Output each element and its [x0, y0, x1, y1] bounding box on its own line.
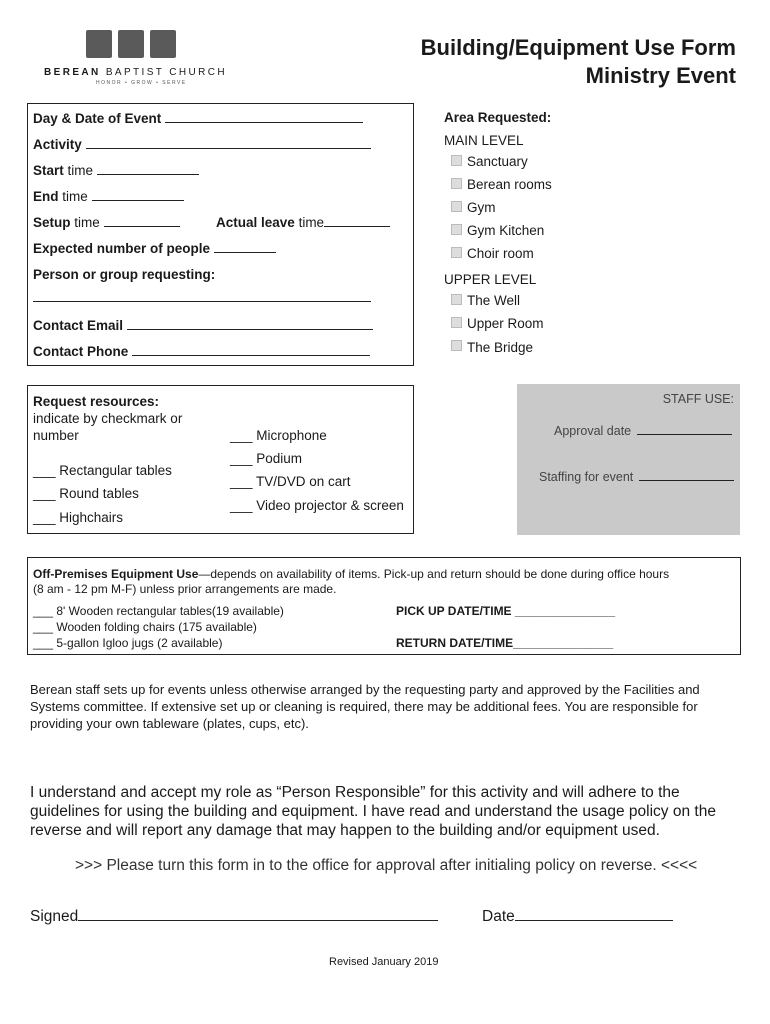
folding-chairs-item[interactable]: ___ Wooden folding chairs (175 available): [33, 620, 257, 634]
setup-policy-text: Berean staff sets up for events unless otherwise arranged by the requesting party and approved by the Facilities and Systems committee. If extensive set up or cleaning is required, there may be additional fees. You are responsible for providing your own tableware (plates, cups, etc).: [30, 682, 700, 731]
highchairs-item[interactable]: ___ Highchairs: [33, 510, 124, 525]
setup-time-field[interactable]: [104, 215, 180, 227]
area-item: Sanctuary: [467, 154, 528, 169]
setup-time-label: Setup time: [33, 215, 180, 230]
area-item: Gym Kitchen: [467, 223, 545, 238]
area-item: Upper Room: [467, 316, 544, 331]
staff-use-box: [517, 384, 740, 535]
start-time-label: Start time: [33, 163, 199, 178]
the-bridge-checkbox[interactable]: [451, 340, 462, 351]
form-title: Building/Equipment Use Form Ministry Event: [420, 35, 736, 88]
gym-kitchen-checkbox[interactable]: [451, 224, 462, 235]
expected-people-field[interactable]: [214, 241, 276, 253]
signature-field[interactable]: [78, 909, 438, 921]
start-time-field[interactable]: [97, 163, 199, 175]
person-requesting-field[interactable]: [33, 290, 371, 305]
day-date-label: Day & Date of Event: [33, 111, 363, 126]
choir-room-checkbox[interactable]: [451, 247, 462, 258]
resources-subtext: indicate by checkmark or: [33, 411, 183, 426]
video-projector-item[interactable]: ___ Video projector & screen: [230, 498, 404, 513]
area-item: Berean rooms: [467, 177, 552, 192]
staffing-label: Staffing for event: [539, 469, 734, 484]
activity-label: Activity: [33, 137, 371, 152]
upper-level-label: UPPER LEVEL: [444, 272, 537, 287]
upper-room-checkbox[interactable]: [451, 317, 462, 328]
person-requesting-label: Person or group requesting:: [33, 267, 216, 282]
contact-phone-label: Contact Phone: [33, 344, 370, 359]
church-tagline: HONOR • GROW • SERVE: [96, 80, 187, 86]
podium-item[interactable]: ___ Podium: [230, 451, 303, 466]
tv-dvd-item[interactable]: ___ TV/DVD on cart: [230, 474, 351, 489]
main-level-label: MAIN LEVEL: [444, 133, 524, 148]
resources-subtext: number: [33, 428, 79, 443]
date-label: Date: [482, 908, 673, 926]
day-date-field[interactable]: [165, 111, 363, 123]
berean-rooms-checkbox[interactable]: [451, 178, 462, 189]
microphone-item[interactable]: ___ Microphone: [230, 428, 327, 443]
off-premises-heading: Off-Premises Equipment Use—depends on availability of items. Pick-up and return should be done during office hours: [33, 567, 670, 581]
leaf-icon: [118, 30, 144, 58]
end-time-label: End time: [33, 189, 184, 204]
leave-time-field[interactable]: [324, 215, 390, 227]
wooden-tables-item[interactable]: ___ 8' Wooden rectangular tables(19 available): [33, 604, 284, 618]
book-icon: [86, 30, 112, 58]
area-item: The Bridge: [467, 340, 534, 355]
approval-date-field[interactable]: [637, 423, 732, 435]
revision-note: Revised January 2019: [329, 956, 439, 968]
contact-phone-field[interactable]: [132, 344, 370, 356]
area-item: The Well: [467, 293, 521, 308]
activity-field[interactable]: [86, 137, 371, 149]
pickup-datetime-field[interactable]: PICK UP DATE/TIME _______________: [396, 604, 616, 618]
staff-use-label: STAFF USE:: [662, 392, 734, 406]
return-datetime-field[interactable]: RETURN DATE/TIME_______________: [396, 636, 614, 650]
rectangular-tables-item[interactable]: ___ Rectangular tables: [33, 463, 172, 478]
round-tables-item[interactable]: ___ Round tables: [33, 486, 139, 501]
area-item: Gym: [467, 200, 496, 215]
contact-email-field[interactable]: [127, 318, 373, 330]
resources-heading: Request resources:: [33, 394, 160, 409]
expected-people-label: Expected number of people: [33, 241, 276, 256]
end-time-field[interactable]: [92, 189, 184, 201]
turn-in-instruction: >>> Please turn this form in to the office for approval after initialing policy on reverse. <<<<: [75, 857, 698, 874]
hands-icon: [150, 30, 176, 58]
gym-checkbox[interactable]: [451, 201, 462, 212]
approval-date-label: Approval date: [554, 423, 732, 438]
staffing-field[interactable]: [639, 469, 734, 481]
off-premises-hours: (8 am - 12 pm M-F) unless prior arrangements are made.: [33, 582, 337, 596]
signed-label: Signed: [30, 908, 438, 926]
area-heading: Area Requested:: [444, 110, 552, 125]
igloo-jugs-item[interactable]: ___ 5-gallon Igloo jugs (2 available): [33, 636, 223, 650]
responsibility-statement: I understand and accept my role as “Person Responsible” for this activity and will adhere to the guidelines for using the building and equipment. I have read and understand the usage policy on the reverse and will report any damage that may happen to the building and/or equipment used.: [30, 784, 716, 839]
area-item: Choir room: [467, 246, 534, 261]
church-name: BEREAN BAPTIST CHURCH: [44, 67, 228, 78]
contact-email-label: Contact Email: [33, 318, 373, 333]
sanctuary-checkbox[interactable]: [451, 155, 462, 166]
church-logo: [86, 30, 176, 58]
the-well-checkbox[interactable]: [451, 294, 462, 305]
date-field[interactable]: [515, 909, 673, 921]
leave-time-label: Actual leave time: [216, 215, 390, 230]
